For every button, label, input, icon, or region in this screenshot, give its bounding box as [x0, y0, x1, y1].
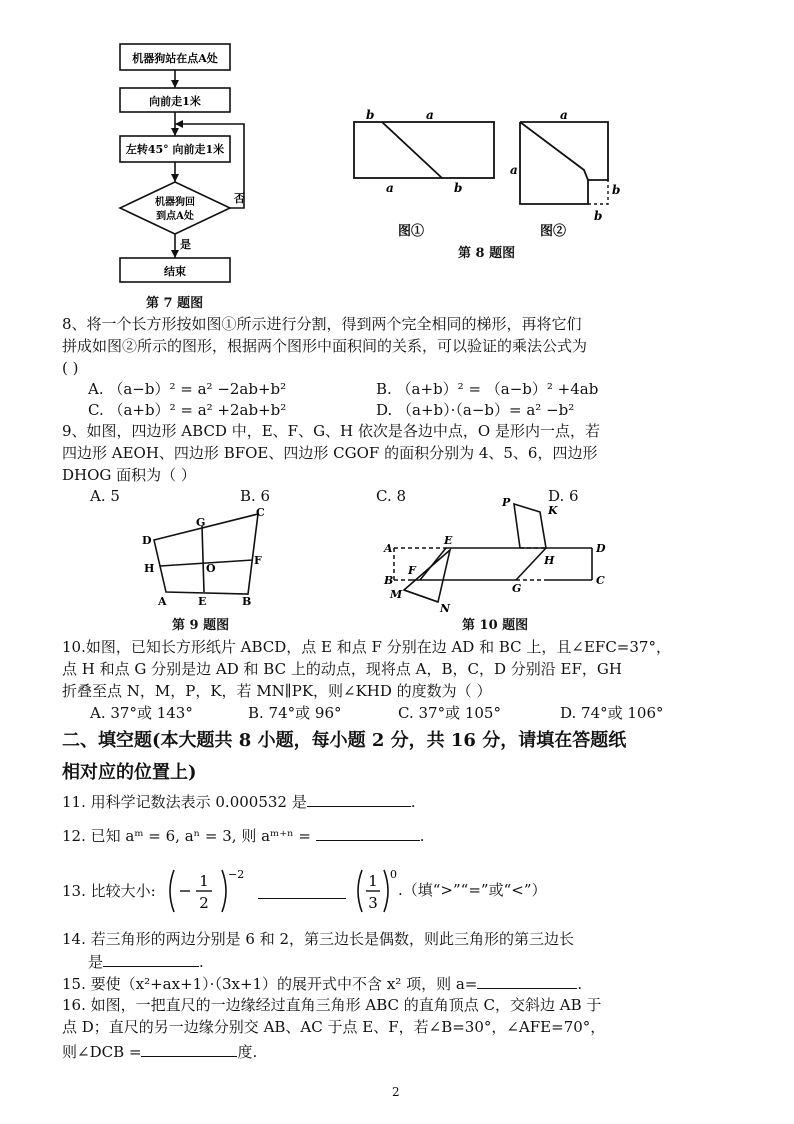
fig8-2-b-right: b — [612, 183, 621, 197]
q8-option-a: A. （a−b）² = a² −2ab+b² — [88, 380, 287, 398]
q11-text: 11. 用科学记数法表示 0.000532 是 — [62, 793, 307, 811]
q8-option-c: C. （a+b）² = a² +2ab+b² — [88, 401, 287, 419]
fig9-caption: 第 9 题图 — [172, 618, 230, 633]
fig10-label-g: G — [512, 582, 522, 595]
fig9-label-g: G — [196, 516, 206, 529]
fig10-label-b: B — [384, 574, 394, 587]
q9-option-d: D. 6 — [548, 487, 579, 505]
fig8-1-a-bottom: a — [386, 181, 394, 195]
q10-line3: 折叠至点 N，M，P，K，若 MN∥PK，则∠KHD 的度数为（ ） — [62, 682, 492, 700]
fig10-label-m: M — [390, 588, 403, 601]
fig10-label-e: E — [444, 534, 453, 547]
q9-line2: 四边形 AEOH、四边形 BFOE、四边形 CGOF 的面积分别为 4、5、6，四边形 — [62, 444, 598, 462]
q14-line1: 14. 若三角形的两边分别是 6 和 2，第三边长是偶数，则此三角形的第三边长 — [62, 930, 575, 948]
fig10-caption: 第 10 题图 — [462, 618, 529, 633]
q10-option-a: A. 37°或 143° — [90, 704, 193, 722]
q16-line1: 16. 如图，一把直尺的一边缘经过直角三角形 ABC 的直角顶点 C，交斜边 AB 于 — [62, 996, 602, 1014]
q10-option-c: C. 37°或 105° — [398, 704, 501, 722]
fig8-2-b-bottom: b — [594, 209, 603, 223]
q12-end: . — [419, 827, 425, 845]
fig9-label-e: E — [198, 595, 207, 608]
q16-line2: 点 D；直尺的另一边缘分别交 AB、AC 于点 E、F，若∠B=30°，∠AFE=70°， — [62, 1018, 606, 1036]
q10-option-b: B. 74°或 96° — [248, 704, 342, 722]
q8-option-b: B. （a+b）² = （a−b）² +4ab — [376, 380, 599, 398]
section2-heading-line1: 二、填空题(本大题共 8 小题，每小题 2 分，共 16 分，请填在答题纸 — [62, 730, 627, 751]
q15-answer-blank[interactable] — [477, 972, 577, 989]
fig9-diagram — [136, 504, 276, 608]
page-number: 2 — [392, 1085, 400, 1099]
svg-text:1: 1 — [368, 872, 378, 890]
flow-yes-label: 是 — [180, 238, 191, 251]
section2-heading-line2: 相对应的位置上) — [62, 762, 197, 783]
fig8-1-a-top: a — [426, 108, 434, 122]
svg-text:2: 2 — [199, 894, 209, 912]
q16-answer-blank[interactable] — [141, 1040, 237, 1057]
fig8-2-caption: 图② — [540, 224, 567, 239]
fig8-1-caption: 图① — [398, 224, 425, 239]
q9-line3: DHOG 面积为（ ） — [62, 466, 196, 484]
q13-suffix: .（填“>”“=”或“<”） — [398, 881, 547, 899]
q13-fraction-one-third — [354, 866, 398, 916]
fig8-2-a-left: a — [510, 163, 518, 177]
q15-text: 15. 要使（x²+ax+1）·（3x+1）的展开式中不含 x² 项，则 a= — [62, 975, 478, 993]
fig8-2-a-top: a — [560, 108, 568, 122]
fig8-diagram-2 — [508, 108, 628, 228]
flow-step2: 向前走1米 — [149, 95, 201, 108]
q8-line1: 8、将一个长方形按如图①所示进行分割，得到两个完全相同的梯形，再将它们 — [62, 315, 582, 333]
q14-end: . — [199, 953, 204, 971]
flow-step3: 左转45° 向前走1米 — [125, 143, 225, 156]
q14-line2-text: 是 — [88, 953, 104, 971]
fig9-label-d: D — [142, 534, 152, 547]
flow-step1: 机器狗站在点A处 — [132, 52, 218, 65]
q11 — [62, 790, 416, 813]
q10-line2: 点 H 和点 G 分别是边 AD 和 BC 上的动点，现将点 A，B，C，D 分别沿 EF，GH — [62, 660, 622, 678]
fig8-1-b-bottom: b — [454, 181, 463, 195]
q8-line2: 拼成如图②所示的图形，根据两个图形中面积间的关系，可以验证的乘法公式为 — [62, 337, 588, 355]
fig9-label-b: B — [242, 595, 252, 608]
q15-end: . — [577, 975, 583, 993]
fig9-label-h: H — [144, 562, 155, 575]
fig10-label-a: A — [384, 542, 393, 555]
q13-exp2: 0 — [390, 868, 397, 881]
q8-line3: ( ) — [62, 359, 79, 377]
fig10-label-c: C — [596, 574, 605, 587]
q12-answer-blank[interactable] — [316, 824, 420, 841]
q12-text: 12. 已知 aᵐ = 6, aⁿ = 3, 则 aᵐ⁺ⁿ = — [62, 827, 311, 845]
q9-line1: 9、如图，四边形 ABCD 中，E、F、G、H 依次是各边中点，O 是形内一点，若 — [62, 422, 600, 440]
flow-decision-line2: 到点A处 — [156, 211, 194, 222]
q10-option-d: D. 74°或 106° — [560, 704, 664, 722]
fig9-label-o: O — [206, 562, 216, 575]
flowchart-figure — [112, 40, 262, 312]
q9-option-b: B. 6 — [240, 487, 271, 505]
q11-end: . — [410, 793, 416, 811]
fig10-label-p: P — [502, 496, 511, 509]
fig8-diagram-1 — [346, 108, 506, 208]
q13-fraction-minus-half — [166, 866, 245, 916]
fig10-label-k: K — [548, 504, 558, 517]
q11-answer-blank[interactable] — [307, 790, 411, 807]
q13-exp1: −2 — [228, 868, 245, 881]
fig10-label-h: H — [544, 554, 555, 567]
flow-no-label: 否 — [234, 192, 245, 205]
q10-line1: 10.如图，已知长方形纸片 ABCD，点 E 和点 F 分别在边 AD 和 BC 上，且∠EFC=37°， — [62, 638, 671, 656]
fig10-diagram — [380, 494, 620, 618]
q9-option-a: A. 5 — [90, 487, 120, 505]
fig10-label-n: N — [440, 602, 451, 615]
q16-end: 度. — [237, 1043, 258, 1061]
q9-option-c: C. 8 — [376, 487, 407, 505]
q14-answer-blank[interactable] — [103, 950, 199, 967]
q16-line3 — [62, 1040, 257, 1063]
fig8-1-b-top: b — [366, 108, 375, 122]
q13-prefix: 13. 比较大小: — [62, 882, 156, 900]
fig9-label-a: A — [158, 595, 167, 608]
q8-option-d: D. （a+b）·（a−b）= a² −b² — [376, 401, 575, 419]
fig10-label-d: D — [596, 542, 606, 555]
fig9-label-f: F — [254, 554, 262, 567]
fig9-label-c: C — [256, 506, 265, 519]
svg-text:1: 1 — [199, 872, 209, 890]
fig7-caption: 第 7 题图 — [146, 296, 204, 311]
q16-line3-text: 则∠DCB = — [62, 1043, 142, 1061]
flow-end: 结束 — [164, 265, 186, 278]
q15 — [62, 972, 582, 995]
flow-decision-line1: 机器狗回 — [155, 197, 195, 208]
q13-answer-blank[interactable] — [258, 882, 346, 899]
fig8-caption: 第 8 题图 — [458, 246, 516, 261]
svg-text:3: 3 — [368, 894, 378, 912]
q12 — [62, 824, 425, 847]
q14-line2 — [88, 950, 204, 972]
fig10-label-f: F — [408, 564, 416, 577]
